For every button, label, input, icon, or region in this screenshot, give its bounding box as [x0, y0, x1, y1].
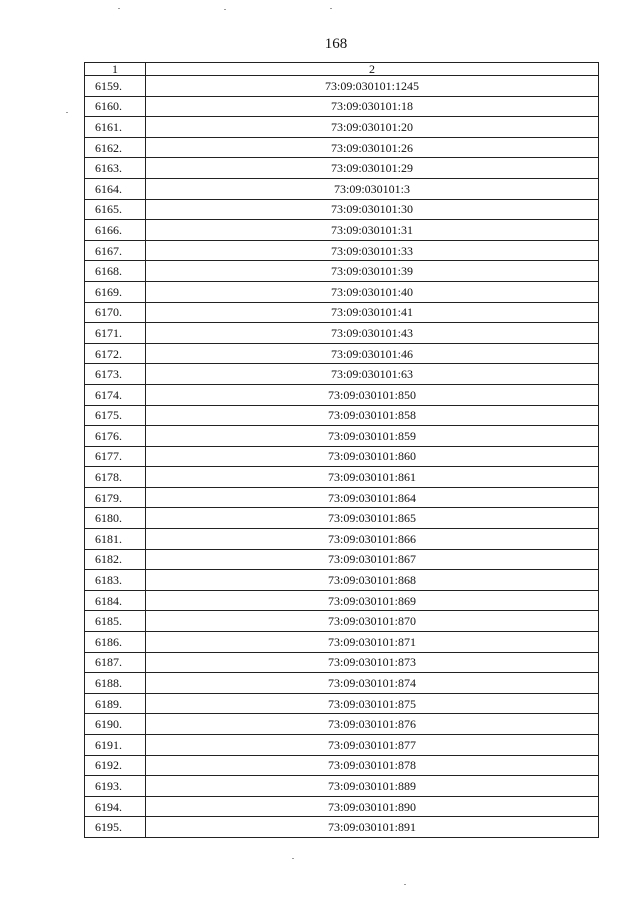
row-index-cell: 6172. [85, 343, 146, 364]
row-index-cell: 6190. [85, 714, 146, 735]
table-row [85, 776, 599, 797]
row-index-cell: 6163. [85, 158, 146, 179]
row-index-cell: 6184. [85, 590, 146, 611]
table-row [85, 714, 599, 735]
row-index-cell: 6176. [85, 426, 146, 447]
cadastral-number-table [84, 62, 599, 838]
row-index-cell: 6161. [85, 117, 146, 138]
table-header-row [85, 63, 599, 76]
row-index-cell: 6164. [85, 178, 146, 199]
cadastral-number-cell: 73:09:030101:871 [146, 632, 599, 653]
table-row [85, 405, 599, 426]
row-index-cell: 6178. [85, 467, 146, 488]
cadastral-number-cell: 73:09:030101:873 [146, 652, 599, 673]
row-index-cell: 6181. [85, 529, 146, 550]
table-row [85, 323, 599, 344]
row-index-cell: 6194. [85, 796, 146, 817]
table-row [85, 302, 599, 323]
row-index-cell: 6193. [85, 776, 146, 797]
scan-speck [330, 8, 332, 9]
table-row [85, 570, 599, 591]
table-row [85, 343, 599, 364]
column-header-cadastral-number: 2 [146, 63, 599, 76]
table-row [85, 137, 599, 158]
scan-speck [404, 884, 406, 885]
cadastral-number-cell: 73:09:030101:40 [146, 281, 599, 302]
row-index-cell: 6187. [85, 652, 146, 673]
table-row [85, 735, 599, 756]
cadastral-number-cell: 73:09:030101:868 [146, 570, 599, 591]
row-index-cell: 6167. [85, 240, 146, 261]
cadastral-number-cell: 73:09:030101:33 [146, 240, 599, 261]
cadastral-number-cell: 73:09:030101:46 [146, 343, 599, 364]
table-row [85, 467, 599, 488]
cadastral-number-cell: 73:09:030101:18 [146, 96, 599, 117]
table-row [85, 549, 599, 570]
table-row [85, 199, 599, 220]
table-row [85, 96, 599, 117]
table-row [85, 796, 599, 817]
row-index-cell: 6174. [85, 384, 146, 405]
cadastral-number-cell: 73:09:030101:859 [146, 426, 599, 447]
table-row [85, 508, 599, 529]
cadastral-number-cell: 73:09:030101:26 [146, 137, 599, 158]
table-row [85, 487, 599, 508]
table-row [85, 426, 599, 447]
table-row [85, 240, 599, 261]
cadastral-number-cell: 73:09:030101:874 [146, 673, 599, 694]
row-index-cell: 6165. [85, 199, 146, 220]
cadastral-number-cell: 73:09:030101:63 [146, 364, 599, 385]
row-index-cell: 6192. [85, 755, 146, 776]
cadastral-number-cell: 73:09:030101:865 [146, 508, 599, 529]
cadastral-number-cell: 73:09:030101:31 [146, 220, 599, 241]
cadastral-number-cell: 73:09:030101:39 [146, 261, 599, 282]
row-index-cell: 6162. [85, 137, 146, 158]
cadastral-number-cell: 73:09:030101:20 [146, 117, 599, 138]
table-row [85, 158, 599, 179]
row-index-cell: 6160. [85, 96, 146, 117]
cadastral-number-cell: 73:09:030101:858 [146, 405, 599, 426]
table-row [85, 632, 599, 653]
row-index-cell: 6191. [85, 735, 146, 756]
cadastral-number-cell: 73:09:030101:877 [146, 735, 599, 756]
row-index-cell: 6180. [85, 508, 146, 529]
table-row [85, 693, 599, 714]
cadastral-number-cell: 73:09:030101:867 [146, 549, 599, 570]
cadastral-number-cell: 73:09:030101:878 [146, 755, 599, 776]
cadastral-number-cell: 73:09:030101:41 [146, 302, 599, 323]
scan-speck [66, 112, 68, 113]
row-index-cell: 6166. [85, 220, 146, 241]
cadastral-number-cell: 73:09:030101:864 [146, 487, 599, 508]
row-index-cell: 6168. [85, 261, 146, 282]
row-index-cell: 6195. [85, 817, 146, 838]
cadastral-number-cell: 73:09:030101:29 [146, 158, 599, 179]
row-index-cell: 6179. [85, 487, 146, 508]
table-row [85, 673, 599, 694]
cadastral-number-cell: 73:09:030101:890 [146, 796, 599, 817]
cadastral-number-cell: 73:09:030101:891 [146, 817, 599, 838]
row-index-cell: 6170. [85, 302, 146, 323]
cadastral-number-cell: 73:09:030101:866 [146, 529, 599, 550]
cadastral-number-cell: 73:09:030101:889 [146, 776, 599, 797]
row-index-cell: 6175. [85, 405, 146, 426]
cadastral-number-cell: 73:09:030101:869 [146, 590, 599, 611]
row-index-cell: 6186. [85, 632, 146, 653]
table-row [85, 281, 599, 302]
table-row [85, 590, 599, 611]
table-row [85, 817, 599, 838]
page-number: 168 [324, 36, 348, 52]
row-index-cell: 6159. [85, 76, 146, 97]
scan-speck [292, 858, 294, 859]
table-row [85, 117, 599, 138]
cadastral-number-cell: 73:09:030101:875 [146, 693, 599, 714]
cadastral-number-cell: 73:09:030101:3 [146, 178, 599, 199]
table-row [85, 611, 599, 632]
table-row [85, 261, 599, 282]
cadastral-number-cell: 73:09:030101:850 [146, 384, 599, 405]
row-index-cell: 6182. [85, 549, 146, 570]
cadastral-number-cell: 73:09:030101:861 [146, 467, 599, 488]
table-body [85, 76, 599, 838]
row-index-cell: 6189. [85, 693, 146, 714]
table-row [85, 529, 599, 550]
row-index-cell: 6183. [85, 570, 146, 591]
table-row [85, 76, 599, 97]
table-row [85, 178, 599, 199]
row-index-cell: 6188. [85, 673, 146, 694]
cadastral-number-cell: 73:09:030101:30 [146, 199, 599, 220]
cadastral-number-cell: 73:09:030101:870 [146, 611, 599, 632]
row-index-cell: 6185. [85, 611, 146, 632]
column-header-index: 1 [85, 63, 146, 76]
cadastral-number-cell: 73:09:030101:876 [146, 714, 599, 735]
row-index-cell: 6169. [85, 281, 146, 302]
scan-speck [118, 8, 120, 9]
scan-speck [224, 9, 226, 10]
row-index-cell: 6177. [85, 446, 146, 467]
cadastral-number-cell: 73:09:030101:43 [146, 323, 599, 344]
cadastral-number-cell: 73:09:030101:860 [146, 446, 599, 467]
table-row [85, 446, 599, 467]
row-index-cell: 6173. [85, 364, 146, 385]
table-row [85, 652, 599, 673]
table-row [85, 755, 599, 776]
row-index-cell: 6171. [85, 323, 146, 344]
cadastral-number-cell: 73:09:030101:1245 [146, 76, 599, 97]
table-row [85, 384, 599, 405]
table-row [85, 220, 599, 241]
table-row [85, 364, 599, 385]
